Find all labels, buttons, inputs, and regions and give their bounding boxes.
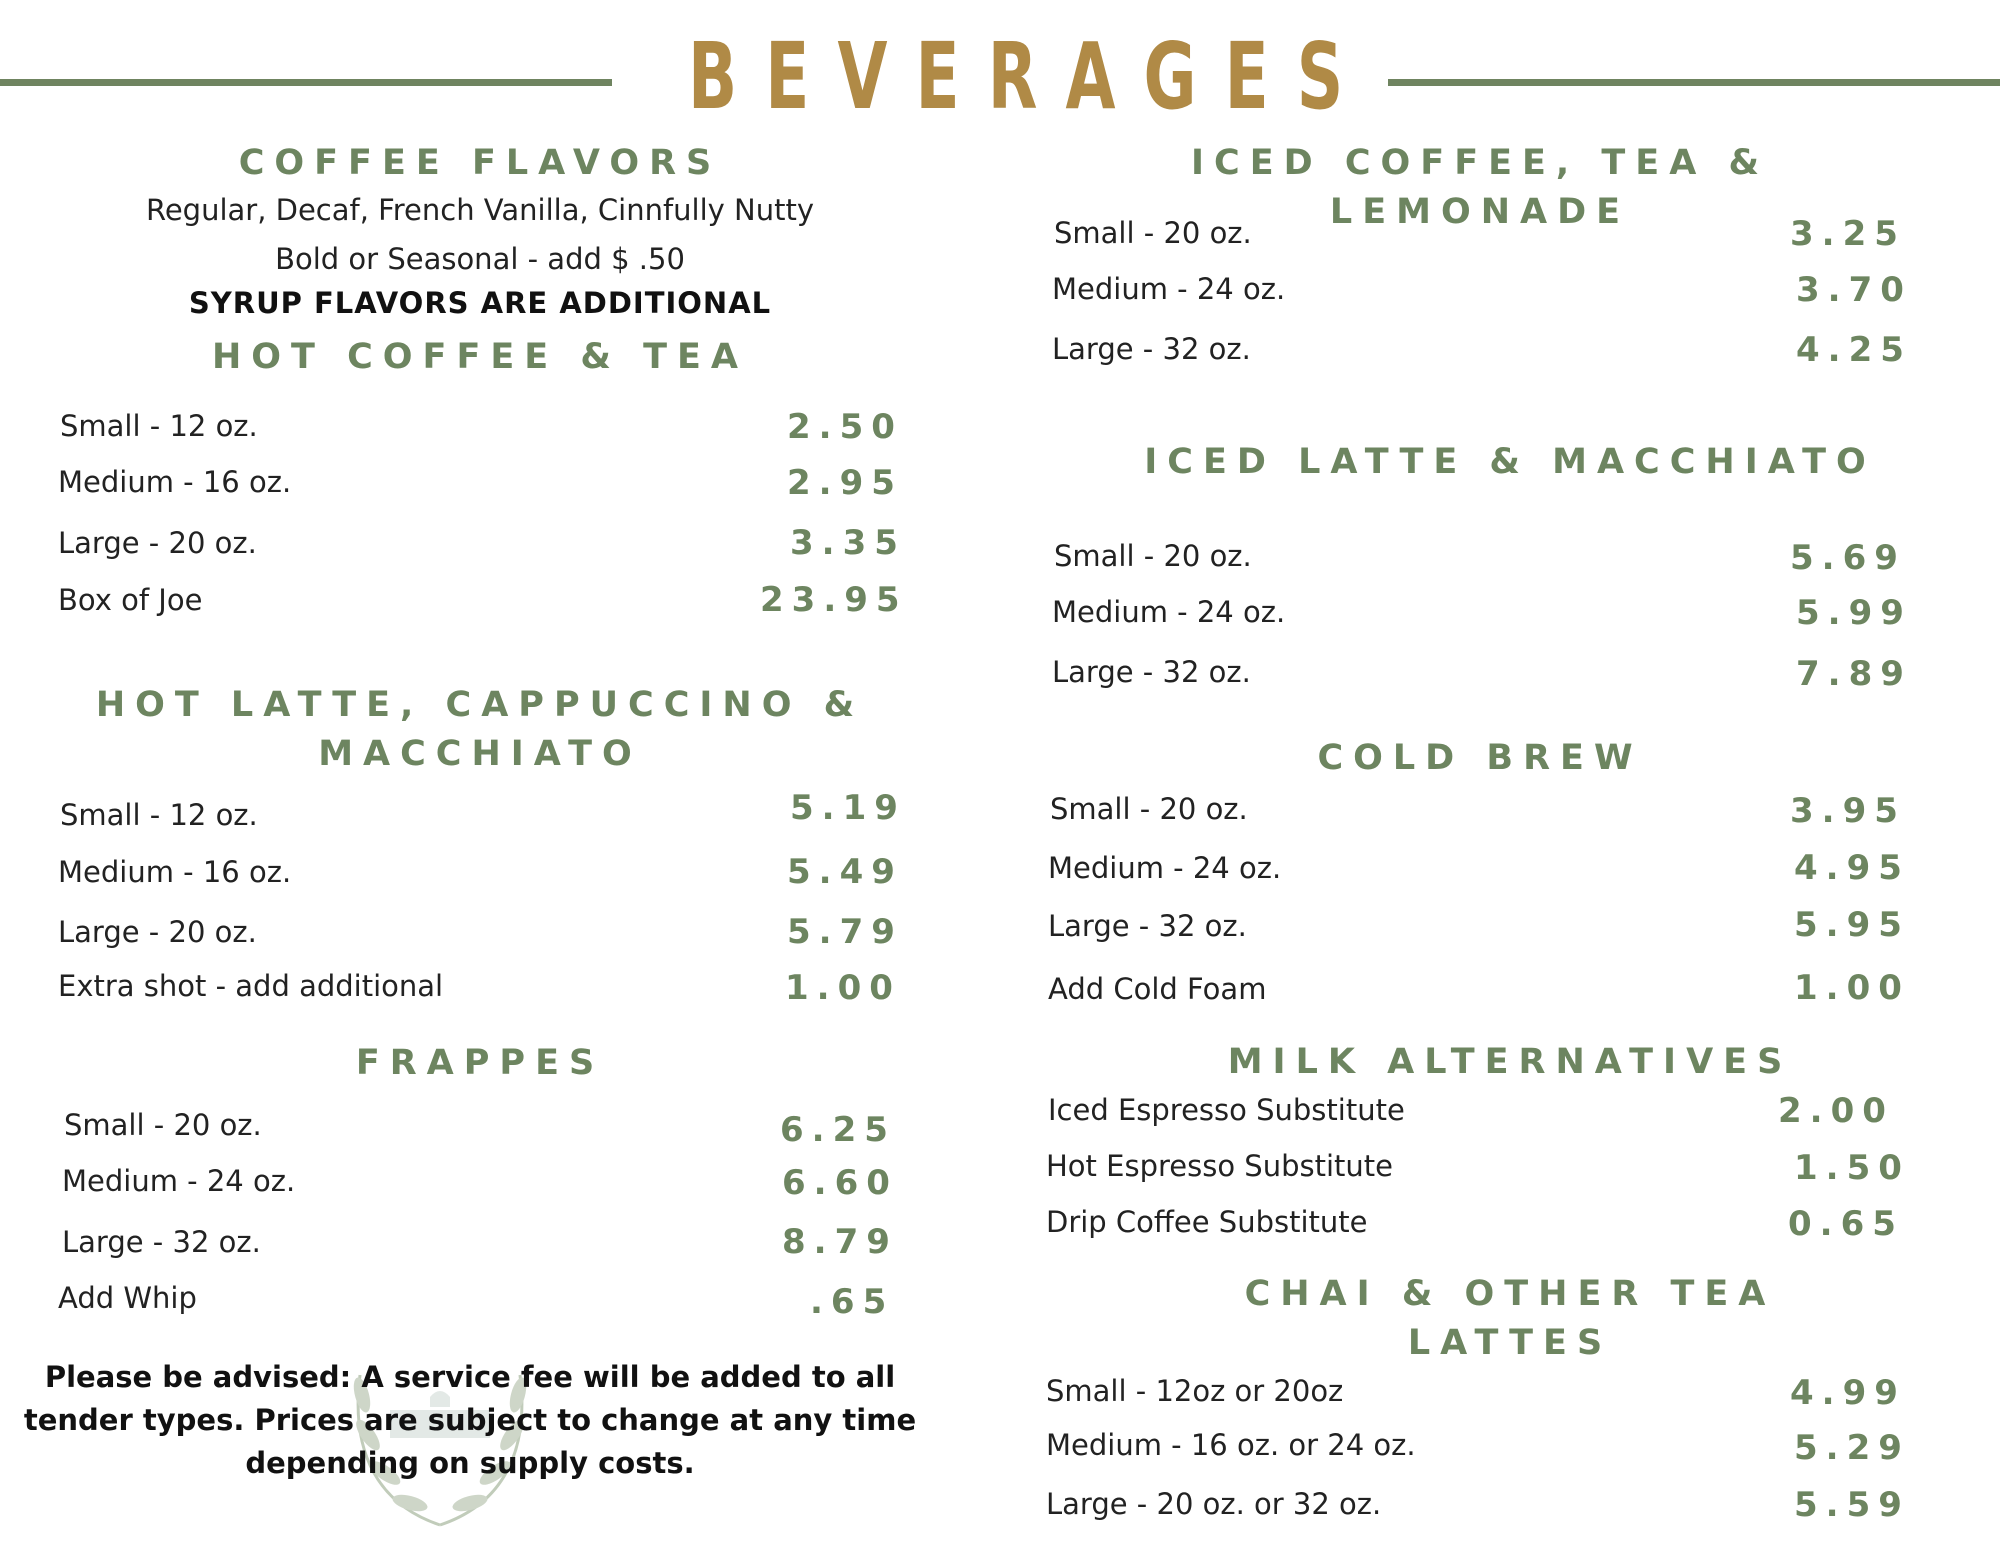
chai-item-label: Large - 20 oz. or 32 oz. [1046,1487,1382,1521]
cold-brew-heading: COLD BREW [1317,738,1643,778]
iced-latte-item-label: Small - 20 oz. [1054,539,1252,573]
iced-latte-heading: ICED LATTE & MACCHIATO [1144,442,1876,482]
hot-coffee-item-price: 2.50 [787,407,903,447]
hot-latte-item-label: Extra shot - add additional [58,969,444,1003]
iced-coffee-item-price: 3.70 [1796,270,1912,310]
hot-coffee-item-label: Small - 12 oz. [60,409,258,443]
disclaimer-line: tender types. Prices are subject to change at any time [23,1403,917,1437]
milk-alt-item-price: 1.50 [1794,1148,1910,1188]
frappes-item-price: .65 [810,1282,895,1322]
hot-latte-item-price: 5.49 [787,852,903,892]
iced-coffee-item-label: Medium - 24 oz. [1052,272,1286,306]
syrup-flavors-note: SYRUP FLAVORS ARE ADDITIONAL [188,286,772,320]
cold-brew-item-price: 4.95 [1794,848,1910,888]
milk-alt-item-label: Hot Espresso Substitute [1046,1149,1393,1183]
milk-alternatives-heading: MILK ALTERNATIVES [1227,1042,1793,1082]
cold-brew-item-label: Large - 32 oz. [1048,909,1247,943]
coffee-flavors-list: Regular, Decaf, French Vanilla, Cinnfully Nutty [145,193,815,227]
cold-brew-item-price: 5.95 [1794,905,1910,945]
iced-coffee-heading: ICED COFFEE, TEA & [1191,143,1769,183]
frappes-item-price: 8.79 [782,1222,898,1262]
title-rule-right [1388,79,2000,86]
milk-alt-item-label: Iced Espresso Substitute [1048,1093,1405,1127]
disclaimer-note [20,1356,920,1485]
title-rule-left [0,79,612,86]
hot-coffee-item-price: 23.95 [760,580,908,620]
cold-brew-item-price: 1.00 [1794,968,1910,1008]
coffee-flavors-heading: COFFEE FLAVORS [238,143,722,183]
iced-coffee-item-label: Large - 32 oz. [1052,332,1251,366]
frappes-item-label: Small - 20 oz. [64,1108,262,1142]
iced-latte-item-price: 5.99 [1796,593,1912,633]
chai-item-price: 5.59 [1794,1485,1910,1525]
hot-latte-item-label: Small - 12 oz. [60,798,258,832]
disclaimer-line: depending on supply costs. [245,1446,695,1480]
chai-item-label: Medium - 16 oz. or 24 oz. [1046,1428,1416,1462]
milk-alt-item-label: Drip Coffee Substitute [1046,1205,1368,1239]
hot-coffee-item-label: Large - 20 oz. [58,526,257,560]
hot-latte-heading: HOT LATTE, CAPPUCCINO & [95,685,865,725]
iced-coffee-item-price: 3.25 [1790,214,1906,254]
chai-heading: LATTES [1407,1323,1613,1363]
hot-coffee-heading: HOT COFFEE & TEA [212,337,748,377]
page-title: BEVERAGES [688,23,1372,130]
iced-latte-item-price: 7.89 [1796,654,1912,694]
chai-item-price: 5.29 [1794,1428,1910,1468]
hot-latte-item-price: 5.19 [790,788,906,828]
hot-latte-item-label: Medium - 16 oz. [58,855,292,889]
chai-heading: CHAI & OTHER TEA [1244,1274,1776,1314]
frappes-item-label: Large - 32 oz. [62,1225,261,1259]
hot-latte-heading: MACCHIATO [318,734,642,774]
milk-alt-item-price: 2.00 [1778,1091,1894,1131]
iced-latte-item-label: Medium - 24 oz. [1052,595,1286,629]
coffee-flavors-bold-note: Bold or Seasonal - add $ .50 [275,242,685,276]
cold-brew-item-price: 3.95 [1790,791,1906,831]
iced-coffee-item-price: 4.25 [1796,330,1912,370]
frappes-item-price: 6.60 [782,1163,898,1203]
frappes-item-label: Medium - 24 oz. [62,1164,296,1198]
hot-coffee-item-label: Medium - 16 oz. [58,465,292,499]
hot-coffee-item-price: 2.95 [787,463,903,503]
frappes-item-price: 6.25 [780,1110,896,1150]
disclaimer-line: Please be advised: A service fee will be added to all [44,1360,896,1394]
frappes-heading: FRAPPES [355,1043,605,1083]
cold-brew-item-label: Add Cold Foam [1048,972,1267,1006]
hot-coffee-item-label: Box of Joe [58,583,203,617]
hot-latte-item-label: Large - 20 oz. [58,915,257,949]
cold-brew-item-label: Small - 20 oz. [1050,792,1248,826]
iced-coffee-heading: LEMONADE [1329,192,1631,232]
cold-brew-item-label: Medium - 24 oz. [1048,851,1282,885]
chai-item-price: 4.99 [1790,1373,1906,1413]
hot-coffee-item-price: 3.35 [790,523,906,563]
iced-latte-item-price: 5.69 [1790,538,1906,578]
iced-coffee-item-label: Small - 20 oz. [1054,216,1252,250]
frappes-item-label: Add Whip [58,1281,197,1315]
hot-latte-item-price: 5.79 [787,912,903,952]
hot-latte-item-price: 1.00 [785,968,901,1008]
milk-alt-item-price: 0.65 [1788,1204,1904,1244]
iced-latte-item-label: Large - 32 oz. [1052,655,1251,689]
chai-item-label: Small - 12oz or 20oz [1046,1374,1344,1408]
